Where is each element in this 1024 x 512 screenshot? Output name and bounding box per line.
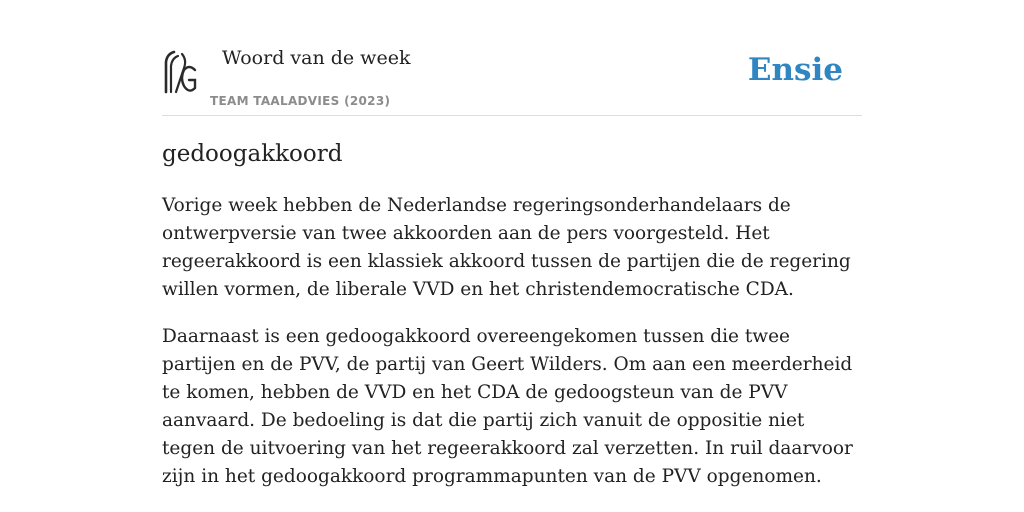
article-paragraph-2: Daarnaast is een gedoogakkoord overeengekomen tussen die twee partijen en de PVV, de partij van Geert Wilders. Om aan een meerderheid te komen, hebben de VVD en het CDA de gedoogsteun van de PVV aanvaard. De bedoeling is dat die partij zich vanuit de oppositie niet tegen de uitvoering van het regeerakkoord zal verzetten. In ruil daarvoor zijn in het gedoogakkoord programmapunten van de PVV opgenomen. bbox=[162, 326, 853, 487]
brand-logo-text[interactable]: Ensie bbox=[747, 52, 843, 88]
taalunie-logo-icon bbox=[162, 48, 198, 96]
article-title: gedoogakkoord bbox=[162, 141, 343, 167]
series-title: Woord van de week bbox=[222, 47, 411, 69]
header-divider bbox=[162, 115, 862, 116]
article-body bbox=[162, 192, 862, 510]
author-label: TEAM TAALADVIES (2023) bbox=[210, 94, 391, 108]
article-paragraph-1: Vorige week hebben de Nederlandse regeringsonderhandelaars de ontwerpversie van twee akkoorden aan de pers voorgesteld. Het regeerakkoord is een klassiek akkoord tussen de partijen die de regering willen vormen, de liberale VVD en het christendemocratische CDA. bbox=[162, 195, 851, 300]
